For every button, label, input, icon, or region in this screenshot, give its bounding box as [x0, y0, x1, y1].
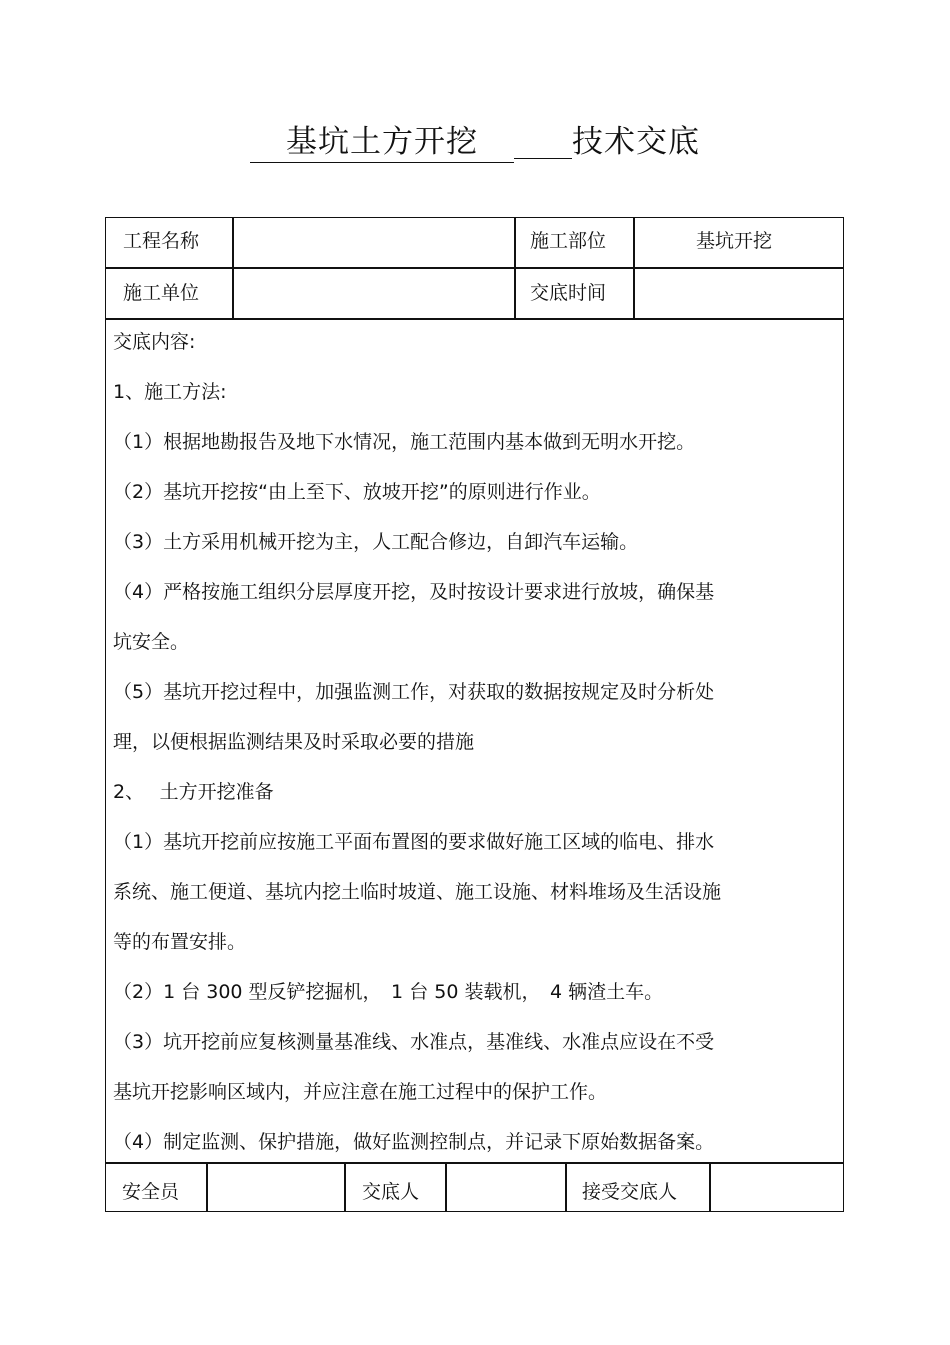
col-divider-header-2 [514, 217, 516, 318]
col-divider-footer-4 [565, 1162, 567, 1212]
title-underline-trail [514, 118, 572, 159]
content-line: （2）1 台 300 型反铲挖掘机， 1 台 50 装载机， 4 辆渣土车。 [113, 981, 664, 1003]
construction-unit-value[interactable] [245, 281, 505, 305]
construction-part-value: 基坑开挖 [696, 230, 773, 252]
content-line: 系统、施工便道、基坑内挖土临时坡道、施工设施、材料堆场及生活设施 [113, 881, 722, 903]
title-suffix: 技术交底 [572, 124, 700, 160]
project-name-label: 工程名称 [123, 230, 200, 252]
content-line: （1）根据地勘报告及地下水情况，施工范围内基本做到无明水开挖。 [113, 431, 696, 453]
col-divider-footer-5 [709, 1162, 711, 1212]
content-heading: 交底内容: [113, 331, 196, 353]
content-line: 理，以便根据监测结果及时采取必要的措施 [113, 731, 475, 753]
content-line: 1、施工方法: [113, 381, 227, 403]
col-divider-footer-2 [344, 1162, 346, 1212]
content-line: （4）制定监测、保护措施，做好监测控制点，并记录下原始数据备案。 [113, 1131, 715, 1153]
construction-unit-label: 施工单位 [123, 282, 200, 304]
receiver-label: 接受交底人 [582, 1181, 678, 1203]
col-divider-header-1 [232, 217, 234, 318]
content-line: 2、 土方开挖准备 [113, 781, 274, 803]
briefer-label: 交底人 [362, 1181, 420, 1203]
content-line: （3）坑开挖前应复核测量基准线、水准点，基准线、水准点应设在不受 [113, 1031, 715, 1053]
col-divider-header-3 [633, 217, 635, 318]
content-line: 等的布置安排。 [113, 931, 247, 953]
row-divider-3 [105, 1162, 844, 1164]
title-underlined-subject: 基坑土方开挖 [250, 122, 514, 163]
content-line: （1）基坑开挖前应按施工平面布置图的要求做好施工区域的临电、排水 [113, 831, 715, 853]
col-divider-footer-3 [445, 1162, 447, 1212]
content-line: （4）严格按施工组织分层厚度开挖，及时按设计要求进行放坡，确保基 [113, 581, 715, 603]
briefing-time-value[interactable] [645, 281, 835, 305]
content-line: 坑安全。 [113, 631, 190, 653]
construction-part-label: 施工部位 [530, 230, 607, 252]
receiver-value[interactable] [717, 1180, 837, 1204]
briefer-value[interactable] [453, 1180, 558, 1204]
content-line: 基坑开挖影响区域内，并应注意在施工过程中的保护工作。 [113, 1081, 608, 1103]
briefing-time-label: 交底时间 [530, 282, 607, 304]
briefing-table [105, 217, 844, 1212]
content-line: （5）基坑开挖过程中，加强监测工作，对获取的数据按规定及时分析处 [113, 681, 715, 703]
row-divider-1 [105, 267, 844, 269]
safety-officer-value[interactable] [214, 1180, 334, 1204]
project-name-value[interactable] [245, 229, 505, 253]
content-line: （2）基坑开挖按“由上至下、放坡开挖”的原则进行作业。 [113, 481, 601, 503]
safety-officer-label: 安全员 [122, 1181, 180, 1203]
col-divider-footer-1 [206, 1162, 208, 1212]
content-line: （3）土方采用机械开挖为主，人工配合修边，自卸汽车运输。 [113, 531, 639, 553]
document-title [0, 118, 950, 166]
row-divider-2 [105, 318, 844, 320]
